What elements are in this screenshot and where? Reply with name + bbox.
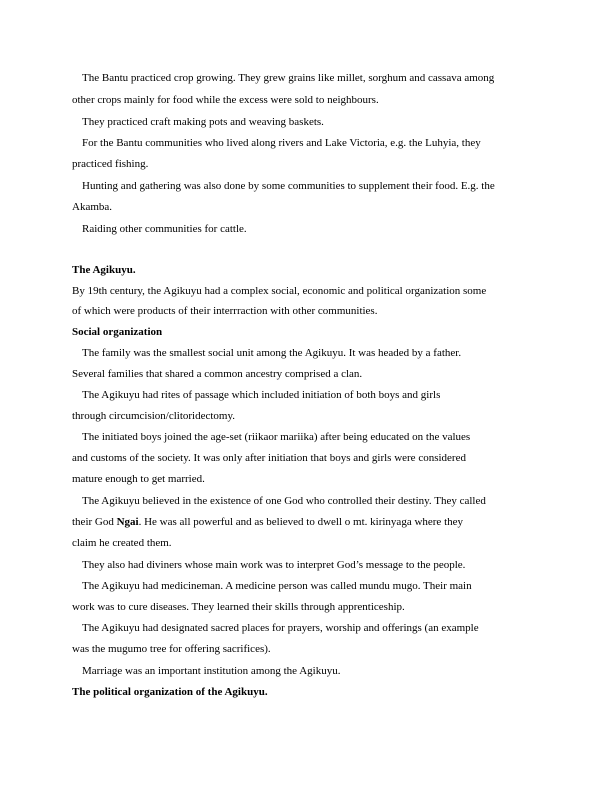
hunting-line-2: Akamba.: [72, 201, 113, 213]
age-set-line-1: The initiated boys joined the age-set (riikaor mariika) after being educated on the values: [82, 431, 471, 443]
agikuyu-heading: The Agikuyu.: [72, 264, 136, 276]
fishing-line-1: For the Bantu communities who lived along rivers and Lake Victoria, e.g. the Luhyia, they: [82, 137, 481, 149]
god-line-2: [72, 516, 463, 529]
crop-growing-line-2: other crops mainly for food while the excess were sold to neighbours.: [72, 94, 379, 106]
political-organization-heading: The political organization of the Agikuyu.: [72, 686, 268, 698]
agikuyu-intro-line-2: of which were products of their interrraction with other communities.: [72, 305, 378, 317]
crop-growing-line-1: The Bantu practiced crop growing. They grew grains like millet, sorghum and cassava among: [82, 72, 495, 84]
family-line-2: Several families that shared a common ancestry comprised a clan.: [72, 368, 363, 380]
age-set-line-2: and customs of the society. It was only after initiation that boys and girls were considered: [72, 452, 466, 464]
family-line-1: The family was the smallest social unit among the Agikuyu. It was headed by a father.: [82, 347, 462, 359]
god-line-2-pre: their God: [72, 516, 117, 528]
diviners-line: They also had diviners whose main work was to interpret God’s message to the people.: [82, 559, 466, 571]
social-organization-heading: Social organization: [72, 326, 163, 338]
rites-line-1: The Agikuyu had rites of passage which included initiation of both boys and girls: [82, 389, 441, 401]
rites-line-2: through circumcision/clitoridectomy.: [72, 410, 236, 422]
sacred-places-line-2: was the mugumo tree for offering sacrifices).: [72, 643, 271, 655]
agikuyu-intro-line-1: By 19th century, the Agikuyu had a complex social, economic and political organization some: [72, 285, 487, 297]
fishing-line-2: practiced fishing.: [72, 158, 149, 170]
raiding-line: Raiding other communities for cattle.: [82, 223, 247, 235]
marriage-line: Marriage was an important institution among the Agikuyu.: [82, 665, 341, 677]
hunting-line-1: Hunting and gathering was also done by some communities to supplement their food. E.g. the: [82, 180, 495, 192]
medicine-line-2: work was to cure diseases. They learned their skills through apprenticeship.: [72, 601, 405, 613]
god-line-1: The Agikuyu believed in the existence of one God who controlled their destiny. They called: [82, 495, 486, 507]
god-line-3: claim he created them.: [72, 537, 172, 549]
god-line-2-post: . He was all powerful and as believed to dwell o mt. kirinyaga where they: [138, 516, 464, 528]
age-set-line-3: mature enough to get married.: [72, 473, 205, 485]
medicine-line-1: The Agikuyu had medicineman. A medicine person was called mundu mugo. Their main: [82, 580, 472, 592]
sacred-places-line-1: The Agikuyu had designated sacred places for prayers, worship and offerings (an example: [82, 622, 479, 634]
god-name: Ngai: [116, 516, 139, 528]
craft-line: They practiced craft making pots and weaving baskets.: [82, 116, 324, 128]
